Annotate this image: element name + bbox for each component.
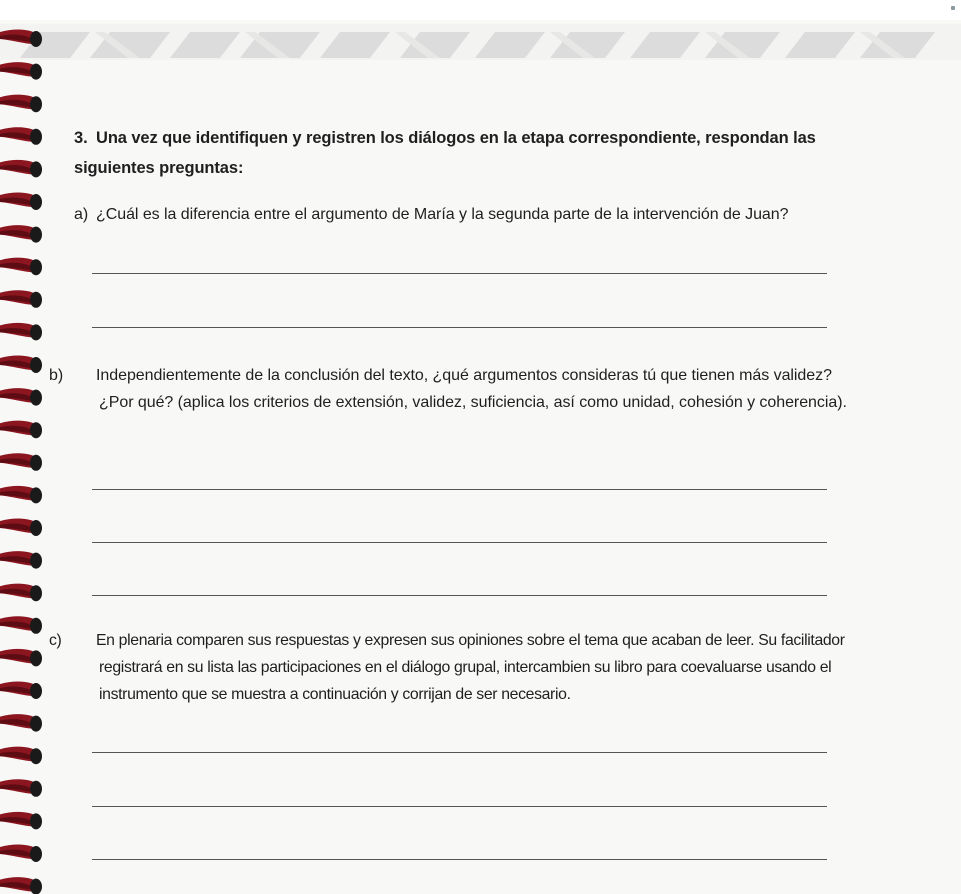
item-c [49, 627, 859, 708]
binding-ring [0, 649, 42, 667]
answer-line-c2[interactable] [92, 806, 827, 807]
binding-ring [0, 681, 42, 699]
item-c-label: c) [49, 632, 62, 649]
binding-ring [0, 747, 42, 765]
binding-ring [0, 844, 42, 862]
binding-ring [0, 29, 42, 47]
answer-line-c1[interactable] [92, 752, 827, 753]
item-c-text: En plenaria comparen sus respuestas y expresen sus opiniones sobre el tema que acaban de leer. Su facilitador registrará en su lista las participaciones en el diálogo grupal, intercambien su libro para coevaluarse usando el instrumento que se muestra a continuación y corrijan de ser necesario. [96, 632, 845, 703]
answer-line-a2[interactable] [92, 327, 827, 328]
binding-ring [0, 518, 42, 536]
binding-ring [0, 290, 42, 308]
answer-line-c3[interactable] [92, 859, 827, 860]
binding-ring [0, 258, 42, 276]
item-b [49, 362, 859, 416]
question-number: 3. [74, 129, 88, 147]
answer-line-b2[interactable] [92, 542, 827, 543]
spiral-binding [0, 20, 60, 894]
item-b-label: b) [49, 367, 64, 384]
binding-ring [0, 323, 42, 341]
binding-ring [0, 388, 42, 406]
binding-ring [0, 62, 42, 80]
item-b-text: Independientemente de la conclusión del texto, ¿qué argumentos consideras tú que tienen más validez? ¿Por qué? (aplica los criterios de extensión, validez, suficiencia, así como unidad, cohesión y coherencia). [96, 367, 847, 411]
item-a-text: ¿Cuál es la diferencia entre el argumento de María y la segunda parte de la intervención de Juan? [96, 206, 789, 223]
top-bar [0, 0, 961, 21]
binding-ring [0, 453, 42, 471]
binding-ring [0, 486, 42, 504]
binding-ring [0, 551, 42, 569]
question-heading-text: Una vez que identifiquen y registren los diálogos en la etapa correspondiente, respondan las siguientes preguntas: [74, 129, 816, 177]
binding-ring [0, 616, 42, 634]
binding-ring [0, 160, 42, 178]
binding-ring [0, 584, 42, 602]
binding-ring [0, 127, 42, 145]
binding-ring [0, 421, 42, 439]
item-a-label: a) [74, 206, 89, 223]
item-a [74, 201, 834, 228]
binding-ring [0, 812, 42, 830]
binding-ring [0, 192, 42, 210]
corner-mark-icon [951, 6, 955, 10]
binding-ring [0, 714, 42, 732]
answer-line-b1[interactable] [92, 489, 827, 490]
binding-ring [0, 95, 42, 113]
answer-line-a1[interactable] [92, 273, 827, 274]
decorative-pattern-band [0, 24, 961, 60]
binding-ring [0, 779, 42, 797]
binding-ring [0, 355, 42, 373]
binding-ring [0, 225, 42, 243]
answer-line-b3[interactable] [92, 595, 827, 596]
question-heading [74, 123, 834, 183]
binding-ring [0, 877, 42, 894]
